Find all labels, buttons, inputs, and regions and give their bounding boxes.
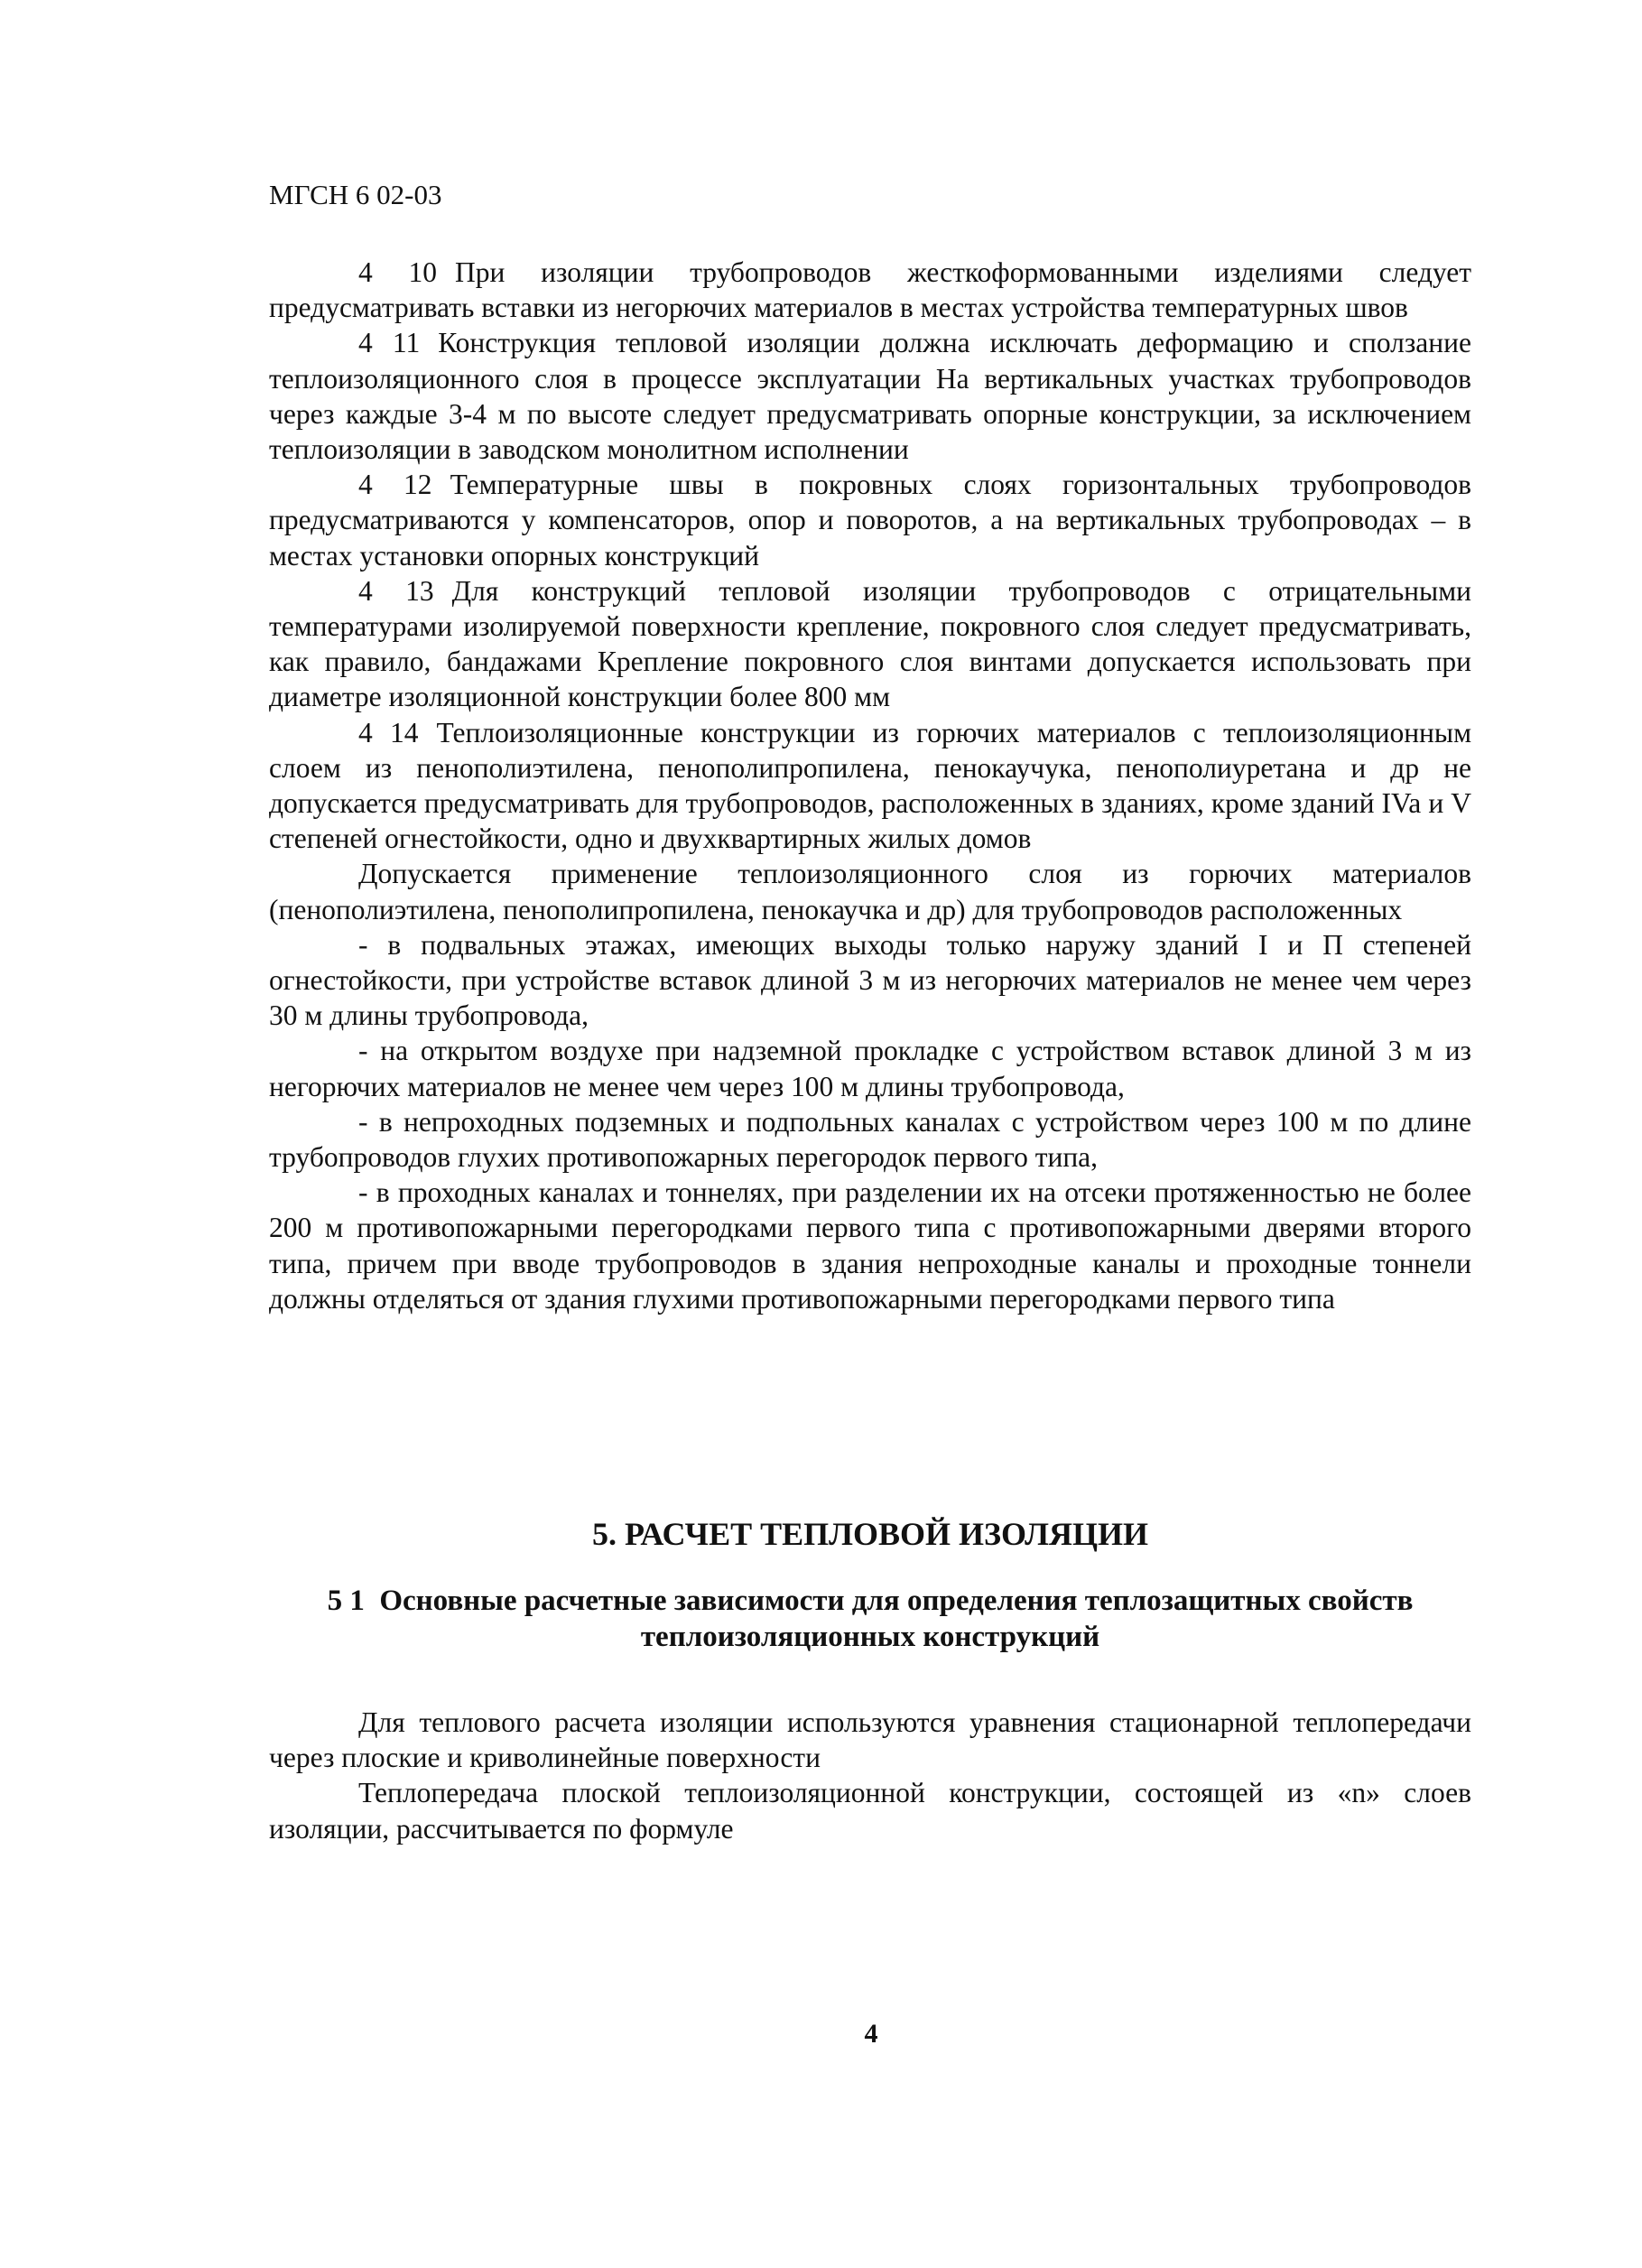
clause-4-12: [269, 467, 1471, 573]
clause-text: При изоляции трубопроводов жесткоформованными изделиями следует предусматривать вставки из негорючих материалов в местах устройства температурных швов: [269, 256, 1471, 324]
page-number: 4: [864, 2019, 878, 2049]
section-body: [269, 1705, 1471, 1846]
allowance-item: - на открытом воздухе при надземной прокладке с устройством вставок длиной 3 м из негорючих материалов не менее чем через 100 м длины трубопровода,: [269, 1035, 1471, 1102]
subsection-heading: Основные расчетные зависимости для определения теплозащитных свойств теплоизоляционных конструкций: [379, 1585, 1414, 1653]
clause-4-14: [269, 715, 1471, 857]
allowance-item: - в подвальных этажах, имеющих выходы только наружу зданий I и П степеней огнестойкости, при устройстве вставок длиной 3 м из негорючих материалов не менее чем через 30 м длины трубопровода,: [269, 928, 1471, 1032]
clause-number: 4 12: [358, 469, 432, 501]
clause-number: 4 10: [358, 256, 438, 288]
clause-number: 4 14: [358, 716, 419, 748]
clauses-block: [269, 255, 1471, 1316]
allowance-intro: Допускается применение теплоизоляционного слоя из горючих материалов (пенополиэтилена, пенополипропилена, пенокаучка и др) для трубопроводов расположенных: [269, 858, 1471, 925]
clause-text: Температурные швы в покровных слоях горизонтальных трубопроводов предусматриваются у компенсаторов, опор и поворотов, а на вертикальных трубопроводах – в местах установки опорных конструкций: [269, 469, 1472, 572]
clause-4-10: [269, 255, 1471, 325]
section-paragraph: Для теплового расчета изоляции используются уравнения стационарной теплопередачи через плоские и криволинейные поверхности: [269, 1706, 1471, 1774]
clause-4-11: [269, 325, 1471, 467]
subsection-title: [269, 1583, 1471, 1655]
clause-4-13: [269, 573, 1471, 715]
allowance-item: - в непроходных подземных и подпольных каналах с устройством через 100 м по длине трубопроводов глухих противопожарных перегородок первого типа,: [269, 1105, 1471, 1174]
clause-number: 4 11: [358, 327, 421, 359]
clause-text: Теплоизоляционные конструкции из горючих материалов с теплоизоляционным слоем из пенополиэтилена, пенополипропилена, пенокаучука, пенополиуретана и др не допускается предусматривать для трубопроводов, расположенных в зданиях, кроме зданий IVa и V степеней огнестойкости, одно и двухквартирных жилых домов: [269, 716, 1472, 855]
document-code: МГСН 6 02-03: [269, 179, 442, 210]
allowance-item: - в проходных каналах и тоннелях, при разделении их на отсеки протяженностью не более 200 м противопожарными перегородками первого типа с противопожарными дверями второго типа, причем при вводе трубопроводов в здания непроходные каналы и проходные тоннели должны отделяться от здания глухими противопожарными перегородками первого типа: [269, 1176, 1471, 1315]
clause-text: Конструкция тепловой изоляции должна исключать деформацию и сползание теплоизоляционного слоя в процессе эксплуатации На вертикальных участках трубопроводов через каждые 3-4 м по высоте следует предусматривать опорные конструкции, за исключением теплоизоляции в заводском монолитном исполнении: [269, 327, 1471, 466]
clause-text: Для конструкций тепловой изоляции трубопроводов с отрицательными температурами изолируемой поверхности крепление, покровного слоя следует предусматривать, как правило, бандажами Крепление покровного слоя винтами допускается использовать при диаметре изоляционной конструкции более 800 мм: [269, 574, 1471, 713]
subsection-number: 5 1: [327, 1585, 365, 1617]
section-paragraph: Теплопередача плоской теплоизоляционной конструкции, состоящей из «n» слоев изоляции, рассчитывается по формуле: [269, 1777, 1471, 1845]
section-title: 5. РАСЧЕТ ТЕПЛОВОЙ ИЗОЛЯЦИИ: [591, 1516, 1149, 1552]
clause-number: 4 13: [358, 574, 434, 607]
